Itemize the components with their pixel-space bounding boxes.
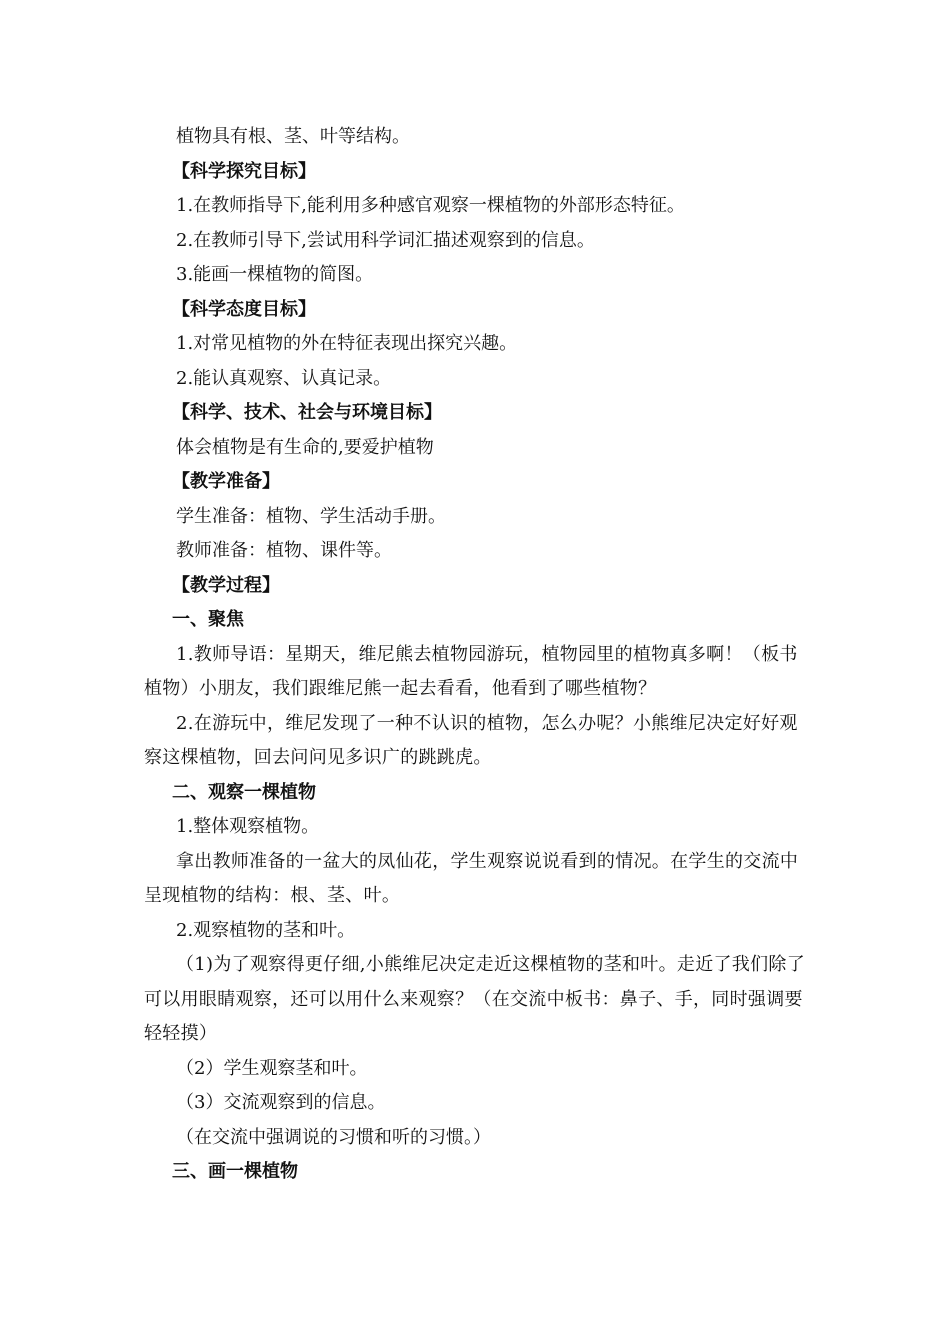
attitude-goal-1: 1.对常见植物的外在特征表现出探究兴趣。 [176, 333, 518, 354]
observe-substep-3: （3）交流观察到的信息。 [176, 1092, 386, 1113]
focus-paragraph-1: 1.教师导语：星期天，维尼熊去植物园游玩，植物园里的植物真多啊！（板书植物）小朋友，我们跟维尼熊一起去看看，他看到了哪些植物？ [144, 643, 798, 699]
inquiry-goal-1: 1.在教师指导下,能利用多种感官观察一棵植物的外部形态特征。 [176, 195, 685, 216]
heading-preparation: 【教学准备】 [172, 471, 280, 492]
section-focus-title: 一、聚焦 [172, 609, 244, 630]
observe-step-2: 2.观察植物的茎和叶。 [176, 919, 356, 941]
inquiry-goal-2: 2.在教师引导下,尝试用科学词汇描述观察到的信息。 [176, 229, 595, 251]
observe-paragraph-1: 拿出教师准备的一盆大的凤仙花，学生观察说说看到的情况。在学生的交流中呈现植物的结构：根、茎、叶。 [144, 850, 799, 906]
section-draw-title: 三、画一棵植物 [172, 1161, 298, 1182]
inquiry-goal-3: 3.能画一棵植物的简图。 [176, 264, 374, 285]
observe-note: （在交流中强调说的习惯和听的习惯。） [176, 1126, 491, 1148]
heading-teaching-process: 【教学过程】 [172, 574, 280, 596]
heading-inquiry-goals: 【科学探究目标】 [172, 160, 316, 182]
stse-goal: 体会植物是有生命的,要爱护植物 [176, 436, 434, 458]
attitude-goal-2: 2.能认真观察、认真记录。 [176, 367, 392, 389]
heading-stse-goals: 【科学、技术、社会与环境目标】 [172, 402, 442, 423]
heading-attitude-goals: 【科学态度目标】 [172, 298, 316, 320]
paragraph-structure: 植物具有根、茎、叶等结构。 [176, 126, 410, 147]
teacher-preparation: 教师准备：植物、课件等。 [176, 540, 392, 561]
student-preparation: 学生准备：植物、学生活动手册。 [176, 505, 446, 527]
observe-step-1: 1.整体观察植物。 [176, 816, 320, 837]
observe-substep-2: （2）学生观察茎和叶。 [176, 1057, 368, 1079]
section-observe-title: 二、观察一棵植物 [172, 781, 316, 803]
focus-paragraph-2: 2.在游玩中，维尼发现了一种不认识的植物，怎么办呢？小熊维尼决定好好观察这棵植物，回去问问见多识广的跳跳虎。 [144, 712, 798, 768]
observe-paragraph-2: （1)为了观察得更仔细,小熊维尼决定走近这棵植物的茎和叶。走近了我们除了可以用眼睛观察，还可以用什么来观察？（在交流中板书：鼻子、手，同时强调要轻轻摸） [144, 954, 805, 1044]
document-body [144, 120, 808, 1190]
